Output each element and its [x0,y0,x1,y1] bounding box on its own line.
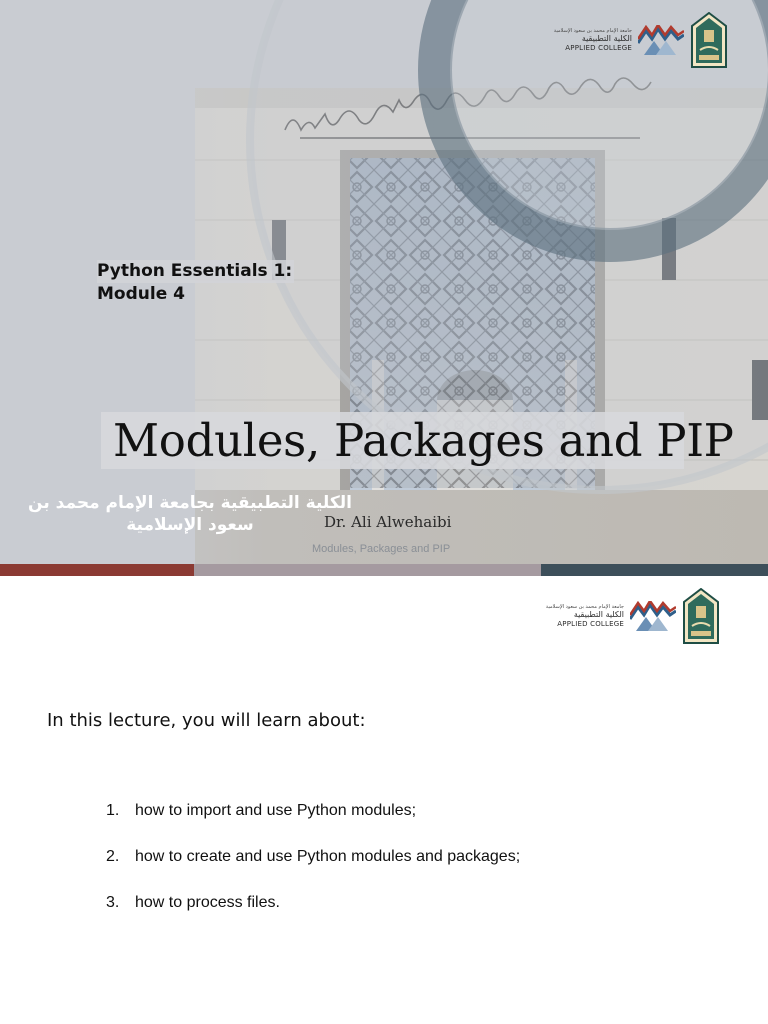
college-logo [546,588,720,644]
list-item [106,894,520,940]
mountains-logo-icon [638,25,684,55]
slide-footer: Modules, Packages and PIP [312,543,451,555]
arabic-caption-line-1: الكلية التطبيقية بجامعة الإمام محمد بن [28,493,352,513]
list-item-number: 3. [106,894,120,911]
author-name: Dr. Ali Alwehaibi [324,513,452,531]
university-emblem-icon [690,12,728,68]
logo-arabic: الكلية التطبيقية [573,610,624,619]
list-item-text: how to create and use Python modules and packages; [135,848,521,865]
list-item-text: how to process files. [135,894,280,911]
university-emblem-icon [682,588,720,644]
arabic-caption-line-2: سعود الإسلامية [126,515,254,535]
objectives-slide [0,576,768,1024]
footer-bar-slate [541,564,768,576]
intro-text: In this lecture, you will learn about: [47,710,366,731]
course-title-line-1: Python Essentials 1: [97,261,293,281]
footer-bar-red [0,564,194,576]
footer-bar-mauve [194,564,541,576]
list-item-text: how to import and use Python modules; [135,802,417,819]
logo-english: APPLIED COLLEGE [557,620,624,628]
course-title [97,260,294,306]
course-title-line-2: Module 4 [97,284,185,304]
list-item-number: 1. [106,802,120,819]
mountains-logo-icon [630,601,676,631]
logo-english: APPLIED COLLEGE [565,44,632,52]
college-logo [554,12,728,68]
list-item [106,848,520,894]
list-item [106,802,520,848]
logo-arabic-small: جامعة الإمام محمد بن سعود الإسلامية [553,28,632,34]
logo-arabic: الكلية التطبيقية [581,34,632,43]
list-item-number: 2. [106,848,120,865]
topic-list [106,802,520,940]
main-title: Modules, Packages and PIP [113,414,734,467]
logo-arabic-small: جامعة الإمام محمد بن سعود الإسلامية [545,604,624,610]
